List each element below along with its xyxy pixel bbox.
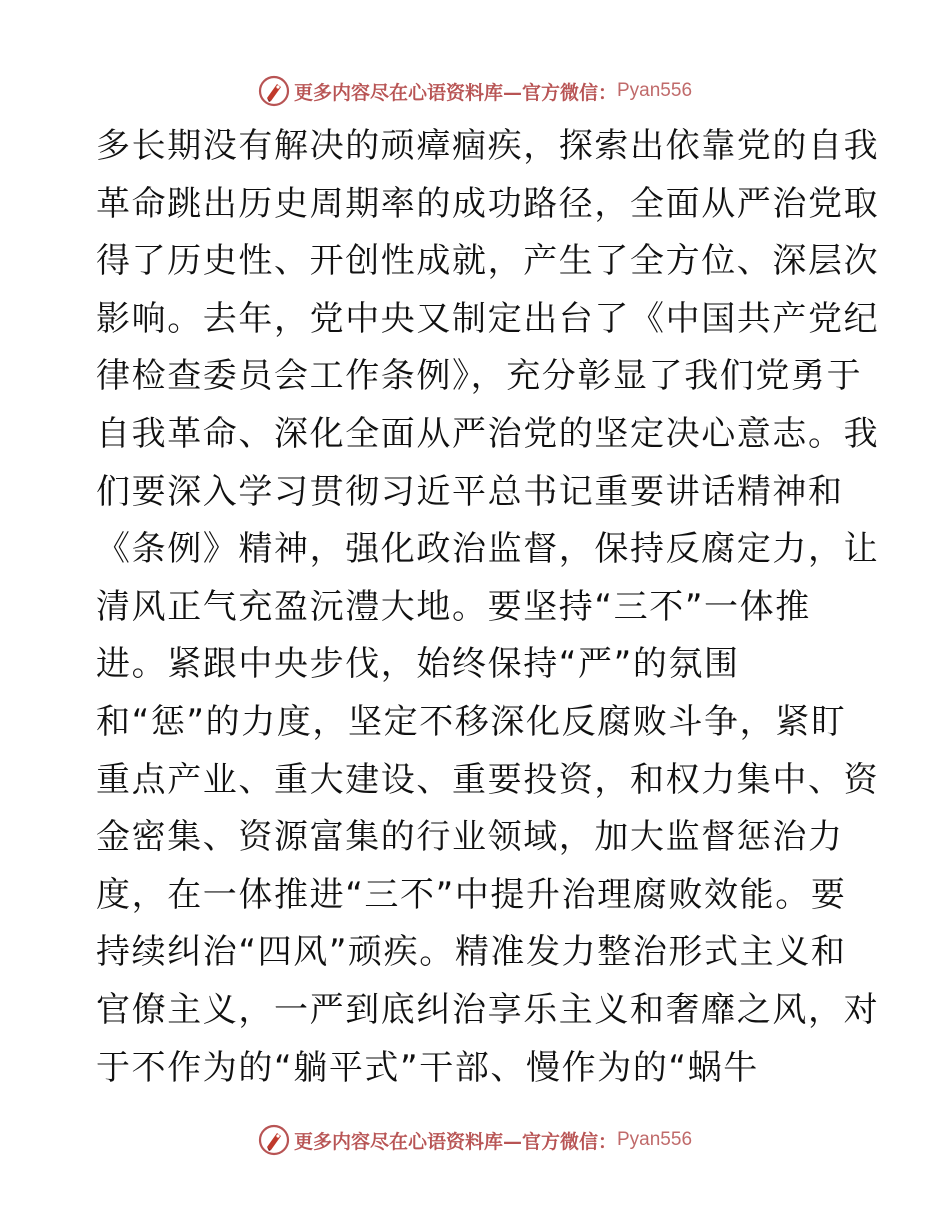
text-line: 得了历史性、开创性成就，产生了全方位、深层次 — [96, 241, 880, 282]
wechat-id: Pyan556 — [617, 1129, 693, 1150]
pen-nib-logo-icon — [258, 1124, 290, 1156]
text-line: 们要深入学习贯彻习近平总书记重要讲话精神和 — [96, 471, 844, 512]
footer-banner — [0, 1123, 950, 1157]
text-line: 官僚主义，一严到底纠治享乐主义和奢靡之风，对 — [96, 989, 880, 1030]
text-line: 《条例》精神，强化政治监督，保持反腐定力，让 — [96, 529, 880, 570]
text-line: 多长期没有解决的顽瘴痼疾，探索出依靠党的自我 — [96, 126, 880, 166]
text-line: 律检查委员会工作条例》，充分彰显了我们党勇于 — [96, 356, 863, 397]
text-line: 重点产业、重大建设、重要投资，和权力集中、资 — [96, 759, 880, 800]
text-line: 和“惩”的力度，坚定不移深化反腐败斗争，紧盯 — [96, 701, 847, 742]
text-line: 度，在一体推进“三不”中提升治理腐败效能。要 — [96, 874, 847, 915]
text-line: 革命跳出历史周期率的成功路径，全面从严治党取 — [96, 183, 880, 224]
document-body — [96, 118, 880, 1097]
header-banner — [0, 74, 950, 108]
text-line: 自我革命、深化全面从严治党的坚定决心意志。我 — [96, 413, 880, 454]
text-line: 于不作为的“躺平式”干部、慢作为的“蜗牛 — [96, 1047, 759, 1088]
text-line: 进。紧跟中央步伐，始终保持“严”的氛围 — [96, 644, 740, 685]
text-line: 金密集、资源富集的行业领域，加大监督惩治力 — [96, 817, 844, 858]
banner-text: 更多内容尽在心语资料库—官方微信： — [293, 1130, 617, 1153]
pen-nib-logo-icon — [258, 75, 290, 107]
text-line: 清风正气充盈沅澧大地。要坚持“三不”一体推 — [96, 586, 811, 627]
banner-text: 更多内容尽在心语资料库—官方微信： — [293, 81, 617, 104]
text-line: 影响。去年，党中央又制定出台了《中国共产党纪 — [96, 298, 880, 339]
wechat-id: Pyan556 — [617, 80, 693, 101]
text-line: 持续纠治“四风”顽疾。精准发力整治形式主义和 — [96, 932, 847, 973]
